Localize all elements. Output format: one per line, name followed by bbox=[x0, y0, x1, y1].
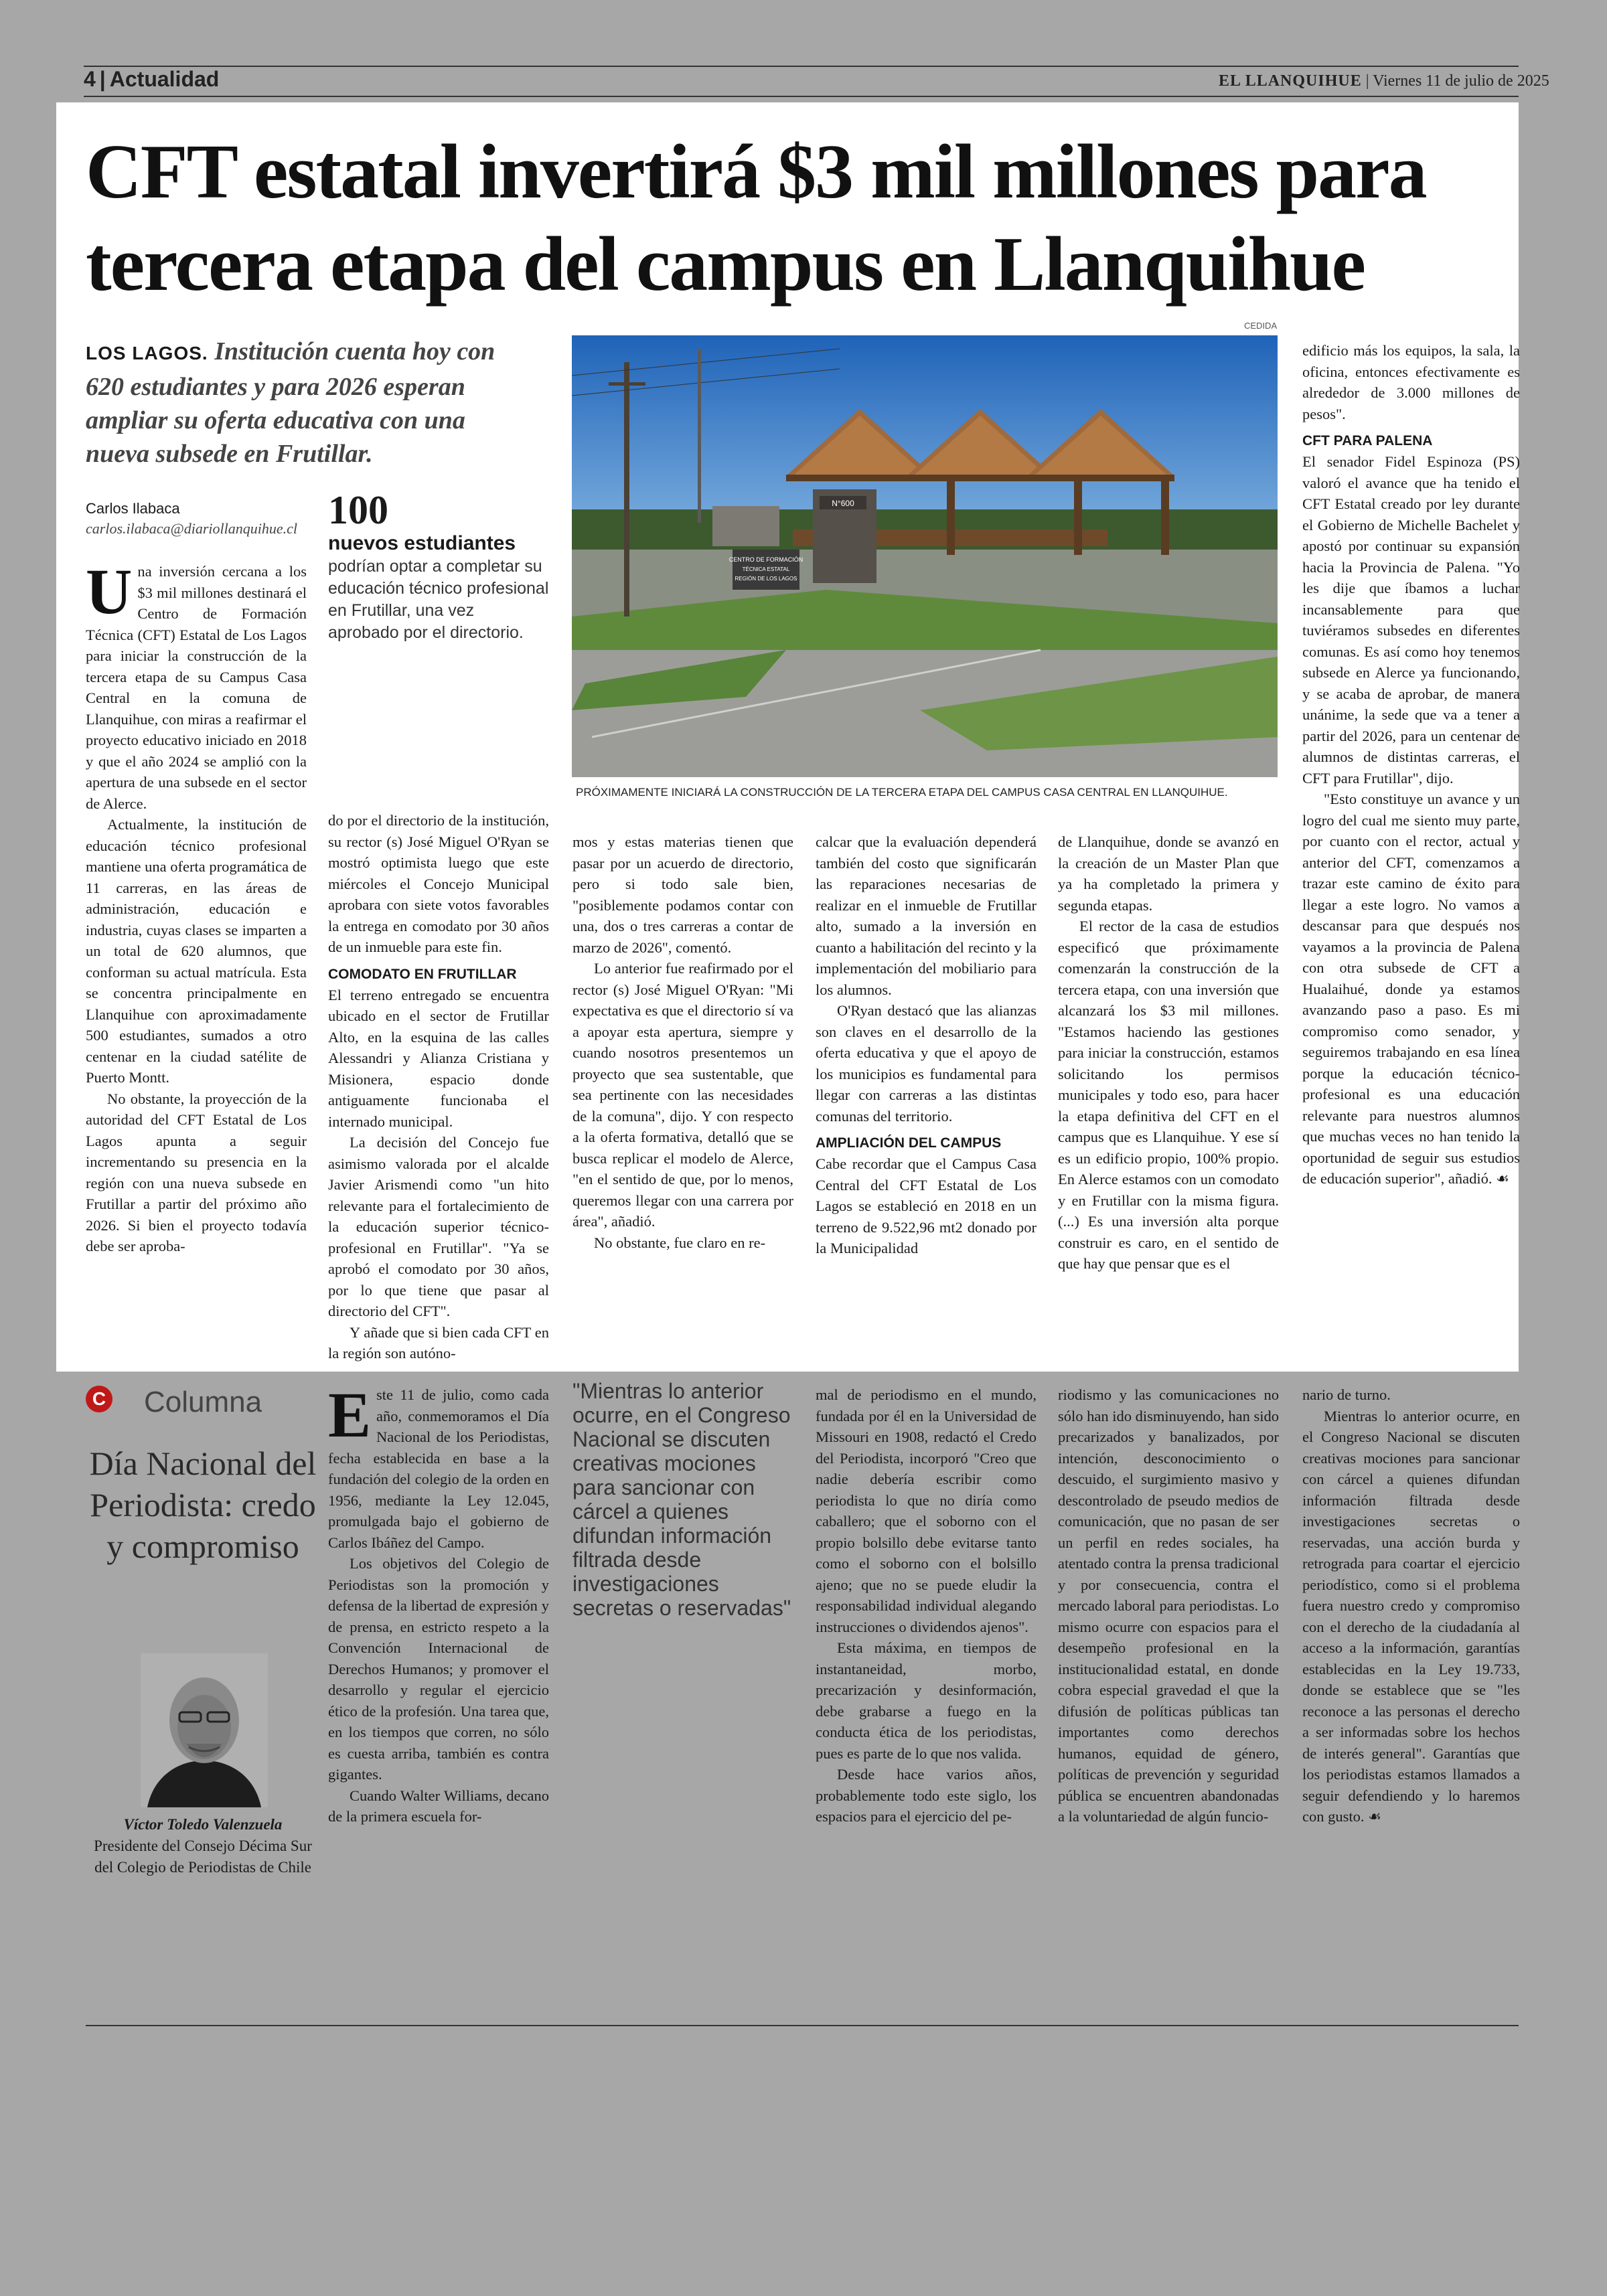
paragraph: El terreno entregado se encuentra ubicado en el sector de Frutillar Alto, en la esquina de las calles Alessandri y Alianza Cristiana y Misionera, espacio donde antiguamente funcionaba el internado municipal. bbox=[328, 986, 549, 1130]
drop-cap: U bbox=[86, 556, 133, 627]
paragraph: No obstante, fue claro en re- bbox=[594, 1234, 766, 1251]
svg-text:REGIÓN DE LOS LAGOS: REGIÓN DE LOS LAGOS bbox=[735, 576, 797, 582]
subheading: COMODATO EN FRUTILLAR bbox=[328, 966, 517, 982]
svg-text:TÉCNICA ESTATAL: TÉCNICA ESTATAL bbox=[742, 566, 790, 572]
paragraph: mos y estas materias tienen que pasar por un acuerdo de directorio, pero si todo sale bien, "posiblemente podamos contar con una, dos o tres carreras a contar de marzo de 2026", comentó. bbox=[572, 833, 793, 956]
column-author-name: Víctor Toledo Valenzuela bbox=[123, 1816, 283, 1833]
page-bottom-rule bbox=[86, 2025, 1519, 2026]
gatehouse-number: N°600 bbox=[832, 499, 854, 508]
paragraph: "Esto constituye un avance y un logro del cual me siento muy parte, por cuanto con el rector, actual y anterior del CFT, comenzamos a trazar este camino de éxito para llegar a este logro. No vamos a descansar para que después nos vayamos a la provincia de Palena con otra subsede de CFT a Hualaihué, donde ya estamos avanzando paso a paso. Es mi compromiso como senador, y seguiremos trabajando en esa línea porque la educación técnico-profesional es una educación relevante para nuestros alumnos que muchas veces no han tenido la oportunidad de seguir sus estudios de educación superior", añadió. bbox=[1302, 791, 1520, 1187]
paragraph: Actualmente, la institución de educación técnico profesional mantiene una oferta programática de 11 carreras, en las áreas de administración, educación e industria, cuyas clases se imparten a un total de 620 alumnos, que conforman su actual matrícula. Esta se concentra principalmente en Llanquihue con aproximadamente 500 estudiantes, sumados a otro centenar en la ciudad satélite de Puerto Montt. bbox=[86, 816, 307, 1086]
paragraph: edificio más los equipos, la sala, la oficina, entonces efectivamente es alrededor de 3.000 millones de pesos". bbox=[1302, 342, 1520, 422]
paragraph: O'Ryan destacó que las alianzas son claves en el desarrollo de la oferta educativa y que el apoyo de los municipios es fundamental para llegar con carreras a las distintas comunas del territorio. bbox=[816, 1002, 1037, 1125]
headline-line-1: CFT estatal invertirá $3 mil millones para bbox=[86, 129, 1426, 215]
page-number: 4 bbox=[84, 67, 96, 91]
paragraph: mal de periodismo en el mundo, fundada por él en la Universidad de Missouri en 1908, redactó el Credo del Periodista, incorporó "Creo que nadie debería escribir como periodista lo que no diría como caballero; que el soborno con el propio bolsillo debe evitarse tanto como el soborno con el bolsillo ajeno; que no se puede eludir la responsabilidad individual alegando instrucciones o dividendos ajenos". bbox=[816, 1386, 1037, 1635]
column-text-1 bbox=[328, 1379, 549, 1827]
author-avatar bbox=[141, 1653, 268, 1807]
photo-credit: CEDIDA bbox=[1244, 321, 1278, 331]
article-column-6 bbox=[1302, 340, 1520, 1190]
article-headline bbox=[86, 126, 1532, 311]
paragraph: riodismo y las comunicaciones no sólo han ido disminuyendo, han sido precarizados y banalizados, por intención, desconocimiento o descuido, el surgimiento masivo y descontrolado de pseudo medios de comunicación, que no pasan de ser un perfil en redes sociales, ha atentado contra la prensa tradicional y por consecuencia, contra el mercado laboral para periodistas. Lo mismo ocurre con espacios para el desempeño profesional en la institucionalidad estatal, en donde cobra especial gravedad el que la difusión de políticas públicas tan importantes como derechos humanos, equidad de género, políticas de prevención y seguridad pública se encuentren abandonadas a la voluntariedad de algún funcio- bbox=[1058, 1386, 1279, 1825]
paragraph: El rector de la casa de estudios especificó que próximamente comenzarán la construcción de la tercera etapa, con una inversión que alcanzará los $3 mil millones. "Estamos haciendo las gestiones para iniciar la construcción, estamos solicitando los permisos municipales y todo eso, para hacer la etapa definitiva del CFT en el campus que es Llanquihue. Y ese sí es un edificio propio, 100% propio. En Alerce estamos con un comodato y en Frutillar con la misma figura. (...) Es una inversión alta porque construir es caro, en el sentido de que hay que pensar que es el bbox=[1058, 918, 1279, 1272]
pull-quote: "Mientras lo anterior ocurre, en el Congreso Nacional se discuten creativas mociones para sancionar con cárcel a quienes difundan información filtrada desde investigaciones secretas o reservadas" bbox=[572, 1379, 791, 1620]
page-section-label: 4 | Actualidad bbox=[84, 67, 220, 91]
paragraph: Mientras lo anterior ocurre, en el Congreso Nacional se discuten creativas mociones para sancionar con cárcel a quienes difundan información filtrada desde investigaciones secretas o reservadas, una acción burda y retrograda para coartar el ejercicio periodístico, como si el problema fuera nuestro credo y compromiso con el derecho de la ciudadanía al acceso a la información, garantías establecidas en la Ley 19.733, donde se establece que se "les reconoce a las personas el derecho a ser informadas sobre los hechos de interés general". Garantías que los periodistas estamos llamados a seguir defendiendo y lo haremos con gusto. bbox=[1302, 1407, 1520, 1825]
end-mark-icon: ☙ bbox=[1496, 1171, 1509, 1187]
headline-line-2: tercera etapa del campus en Llanquihue bbox=[86, 222, 1365, 307]
lede-text: Institución cuenta hoy con 620 estudiantes y para 2026 esperan ampliar su oferta educativa con una nueva subsede en Frutillar. bbox=[86, 337, 495, 468]
paragraph: Cuando Walter Williams, decano de la primera escuela for- bbox=[328, 1787, 549, 1825]
paragraph: calcar que la evaluación dependerá también del costo que significarán las reparaciones necesarias de realizar en el inmueble de Frutillar alto, sumado a la inversión en cuanto a habilitación del recinto y la implementación del mobiliario para los alumnos. bbox=[816, 833, 1037, 998]
campus-photo bbox=[572, 335, 1278, 777]
paragraph: de Llanquihue, donde se avanzó en la creación de un Master Plan que ya ha completado la primera y segunda etapas. bbox=[1058, 833, 1279, 914]
column-text-4 bbox=[1302, 1384, 1520, 1828]
column-badge-icon: C bbox=[86, 1386, 112, 1412]
stat-number: 100 bbox=[328, 488, 388, 532]
header-top-rule bbox=[84, 66, 1519, 67]
byline bbox=[86, 499, 307, 539]
lede-kicker: LOS LAGOS. bbox=[86, 343, 208, 363]
column-text-3 bbox=[1058, 1384, 1279, 1827]
header-bottom-rule bbox=[84, 96, 1519, 97]
stat-label: nuevos estudiantes bbox=[328, 532, 516, 554]
photo-caption: PRÓXIMAMENTE INICIARÁ LA CONSTRUCCIÓN DE LA TERCERA ETAPA DEL CAMPUS CASA CENTRAL EN LLANQUIHUE. bbox=[576, 786, 1228, 799]
stat-box bbox=[328, 489, 549, 644]
paragraph: El senador Fidel Espinoza (PS) valoró el avance que ha tenido el CFT Estatal creado por ley durante el Gobierno de Michelle Bachelet y apostó por continuar su expansión hacia la Provincia de Palena. "Yo les dije que íbamos a luchar incansablemente para que tuviéramos subsedes en diferentes comunas. Es así como hoy tenemos subsede en Alerce ya funcionando, y se acaba de aprobar, de manera unánime, la sede que va a tener a partir del 2026, para un centenar de alumnos de distintas carreras, el CFT para Frutillar", dijo. bbox=[1302, 453, 1520, 787]
article-column-2 bbox=[328, 810, 549, 1364]
column-section-label: Columna bbox=[144, 1386, 262, 1418]
column-author-role: Presidente del Consejo Décima Sur del Colegio de Periodistas de Chile bbox=[94, 1837, 312, 1876]
article-column-3 bbox=[572, 831, 793, 1253]
article-column-1 bbox=[86, 556, 307, 1257]
paragraph: ste 11 de julio, como cada año, conmemoramos el Día Nacional de los Periodistas, fecha establecida en base a la fundación del colegio de la orden en 1956, mediante la Ley 12.045, promulgada bajo el gobierno de Carlos Ibáñez del Campo. bbox=[328, 1386, 549, 1551]
article-column-4 bbox=[816, 831, 1037, 1259]
drop-cap: E bbox=[328, 1379, 372, 1451]
paragraph: Cabe recordar que el Campus Casa Central del CFT Estatal de Los Lagos se estableció en 2018 en un terreno de 9.522,96 mt2 donado por la Municipalidad bbox=[816, 1155, 1037, 1256]
subheading: CFT PARA PALENA bbox=[1302, 433, 1433, 448]
paragraph: Desde hace varios años, probablemente todo este siglo, los espacios para el ejercicio del pe- bbox=[816, 1766, 1037, 1825]
end-mark-icon: ☙ bbox=[1368, 1809, 1381, 1825]
paragraph: na inversión cercana a los $3 mil millones destinará el Centro de Formación Técnica (CFT) Estatal de Los Lagos para iniciar la construcción de la tercera etapa de su Campus Casa Central en la comuna de Llanquihue, con miras a reafirmar el proyecto educativo iniciado en 2018 y que el año 2024 se amplió con la apertura de una subsede en el sector de Alerce. bbox=[86, 563, 307, 812]
paragraph: Los objetivos del Colegio de Periodistas son la promoción y defensa de la libertad de expresión y de prensa, en estricto respeto a la Convención Internacional de Derechos Humanos; y promover el desarrollo y regular el ejercicio ético de la profesión. Una tarea que, en los tiempos que corren, no sólo es cuesta arriba, también es contra gigantes. bbox=[328, 1555, 549, 1783]
paragraph: Lo anterior fue reafirmado por el rector (s) José Miguel O'Ryan: "Mi expectativa es que el directorio sí va a apoyar esta apertura, siempre y cuando nosotros presentemos un proyecto que sea sustentable, que sea pertinente con las necesidades de la comuna", dijo. Y con respecto a la oferta formativa, detalló que se busca replicar el modelo de Alerce, "en el sentido de que, por lo menos, queremos llegar con una carrera por área", añadió. bbox=[572, 960, 793, 1230]
paragraph: Y añade que si bien cada CFT en la región son autóno- bbox=[328, 1323, 549, 1362]
subheading: AMPLIACIÓN DEL CAMPUS bbox=[816, 1135, 1002, 1151]
article-column-5 bbox=[1058, 831, 1279, 1275]
section-name: Actualidad bbox=[109, 67, 220, 91]
paragraph: La decisión del Concejo fue asimismo valorada por el alcalde Javier Arismendi como "un hito relevante para el fortalecimiento de la educación superior técnico-profesional en Frutillar". "Ya se aprobó el comodato por 30 años, por lo que tiene que pasar al directorio del CFT". bbox=[328, 1134, 549, 1319]
newspaper-name: EL LLANQUIHUE bbox=[1219, 72, 1362, 90]
masthead-date: EL LLANQUIHUE | Viernes 11 de julio de 2025 bbox=[1219, 72, 1549, 90]
author-email: carlos.ilabaca@diariollanquihue.cl bbox=[86, 520, 297, 537]
paragraph: No obstante, la proyección de la autoridad del CFT Estatal de Los Lagos apunta a seguir incrementando su presencia en la región con una nueva subsede en Frutillar a partir del próximo año 2026. Si bien el proyecto todavía debe ser aproba- bbox=[86, 1090, 307, 1254]
author-name: Carlos Ilabaca bbox=[86, 500, 180, 517]
column-author bbox=[86, 1814, 320, 1878]
issue-date: Viernes 11 de julio de 2025 bbox=[1373, 72, 1549, 90]
article-lede bbox=[86, 335, 528, 471]
column-text-2 bbox=[816, 1384, 1037, 1827]
paragraph: Esta máxima, en tiempos de instantaneidad, morbo, precarización y desinformación, debe grabarse a fuego en la conducta ética de los periodistas, pues es parte de lo que nos valida. bbox=[816, 1639, 1037, 1762]
column-title: Día Nacional del Periodista: credo y compromiso bbox=[89, 1445, 317, 1565]
svg-text:CENTRO DE FORMACIÓN: CENTRO DE FORMACIÓN bbox=[729, 556, 804, 563]
paragraph: do por el directorio de la institución, su rector (s) José Miguel O'Ryan se mostró optimista luego que este miércoles el Concejo Municipal aprobara con siete votos favorables la entrega en comodato por 30 años de un inmueble para este fin. bbox=[328, 812, 549, 955]
stat-text: podrían optar a completar su educación técnico profesional en Frutillar, una vez aprobado por el directorio. bbox=[328, 557, 549, 642]
paragraph: nario de turno. bbox=[1302, 1386, 1391, 1403]
